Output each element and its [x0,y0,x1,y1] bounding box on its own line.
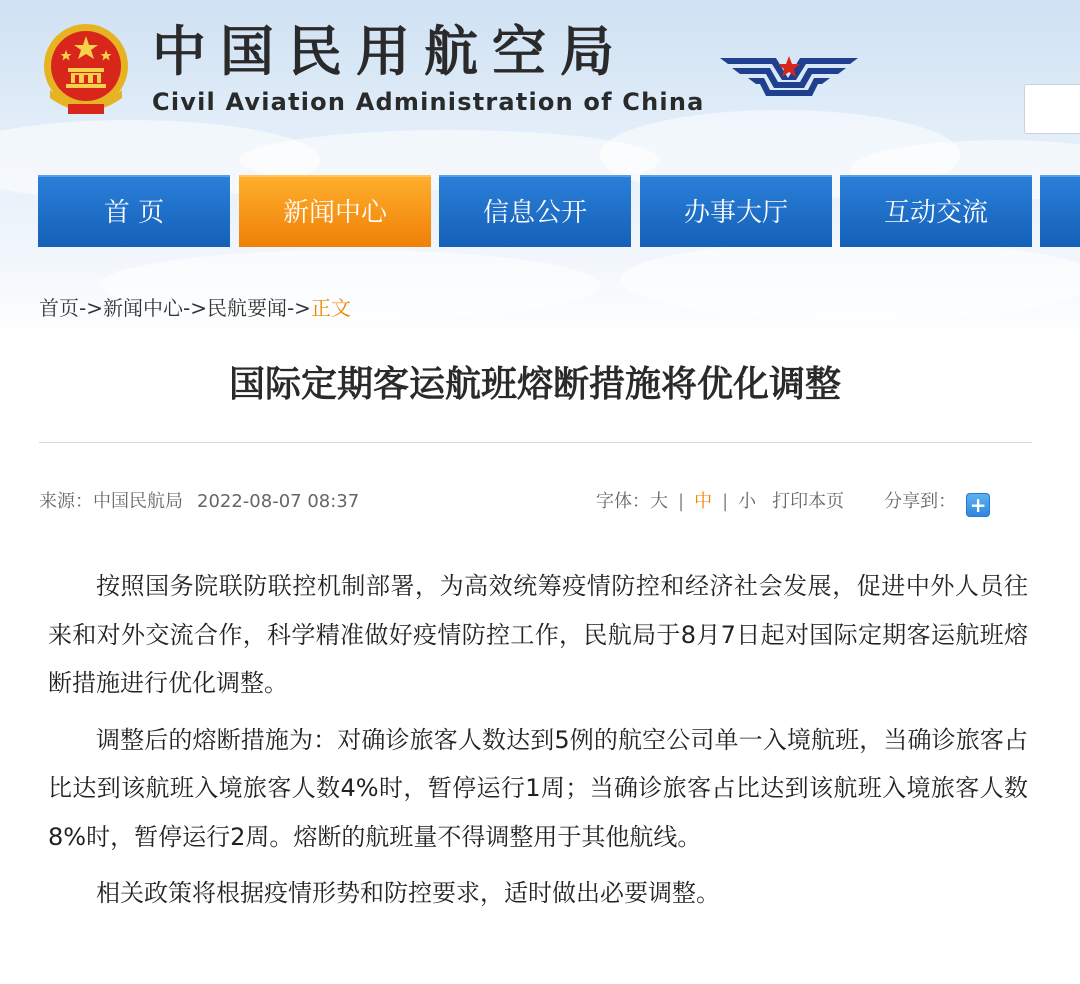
main-nav [0,175,1080,247]
article-date: 2022-08-07 08:37 [197,491,360,512]
article-body [48,562,1028,926]
nav-item-home[interactable]: 首 页 [38,175,230,247]
nav-item-info-disclosure[interactable]: 信息公开 [439,175,631,247]
article-title: 国际定期客运航班熔断措施将优化调整 [228,364,841,405]
font-size-medium-button[interactable]: 中 [694,491,713,512]
share-label: 分享到： [884,491,957,512]
font-size-label: 字体： [596,491,650,512]
site-title-en: Civil Aviation Administration of China [152,88,705,116]
breadcrumb-current: 正文 [310,296,351,320]
nav-item-more[interactable] [1040,175,1080,247]
font-size-separator: | [678,491,685,512]
site-title-cn: 中国民用航空局 [152,20,628,83]
article-paragraph: 相关政策将根据疫情形势和防控要求，适时做出必要调整。 [96,879,720,907]
print-page-link[interactable]: 打印本页 [772,491,845,512]
nav-item-interaction[interactable]: 互动交流 [840,175,1032,247]
breadcrumb-separator: -> [286,296,311,320]
breadcrumb-separator: -> [79,296,103,320]
breadcrumb-section-link[interactable]: 民航要闻 [206,296,287,320]
nav-item-news-center[interactable]: 新闻中心 [239,175,431,247]
article-paragraph: 调整后的熔断措施为：对确诊旅客人数达到5例的航空公司单一入境航班，当确诊旅客占比达到该航班入境旅客人数4%时，暂停运行1周；当确诊旅客占比达到该航班入境旅客人数8%时，暂停运行2周。熔断的航班量不得调整用于其他航线。 [48,725,1028,851]
title-divider [39,442,1032,443]
search-input[interactable] [1024,84,1080,134]
breadcrumb [39,292,351,321]
breadcrumb-home-link[interactable]: 首页 [39,296,79,320]
font-size-large-button[interactable]: 大 [650,491,668,512]
font-size-separator: | [722,491,729,512]
nav-item-service-hall[interactable]: 办事大厅 [640,175,832,247]
breadcrumb-news-link[interactable]: 新闻中心 [102,296,183,320]
font-size-small-button[interactable]: 小 [738,491,757,512]
article-tools [596,487,990,517]
article-meta [39,487,359,513]
share-plus-icon[interactable]: + [966,493,990,517]
article-paragraph: 按照国务院联防联控机制部署，为高效统筹疫情防控和经济社会发展，促进中外人员往来和对外交流合作，科学精准做好疫情防控工作，民航局于8月7日起对国际定期客运航班熔断措施进行优化调整。 [48,572,1028,697]
breadcrumb-separator: -> [182,296,207,320]
caac-wings-logo-icon [718,50,860,98]
national-emblem-icon [40,20,132,120]
article-source: 来源：中国民航局 [39,491,183,512]
